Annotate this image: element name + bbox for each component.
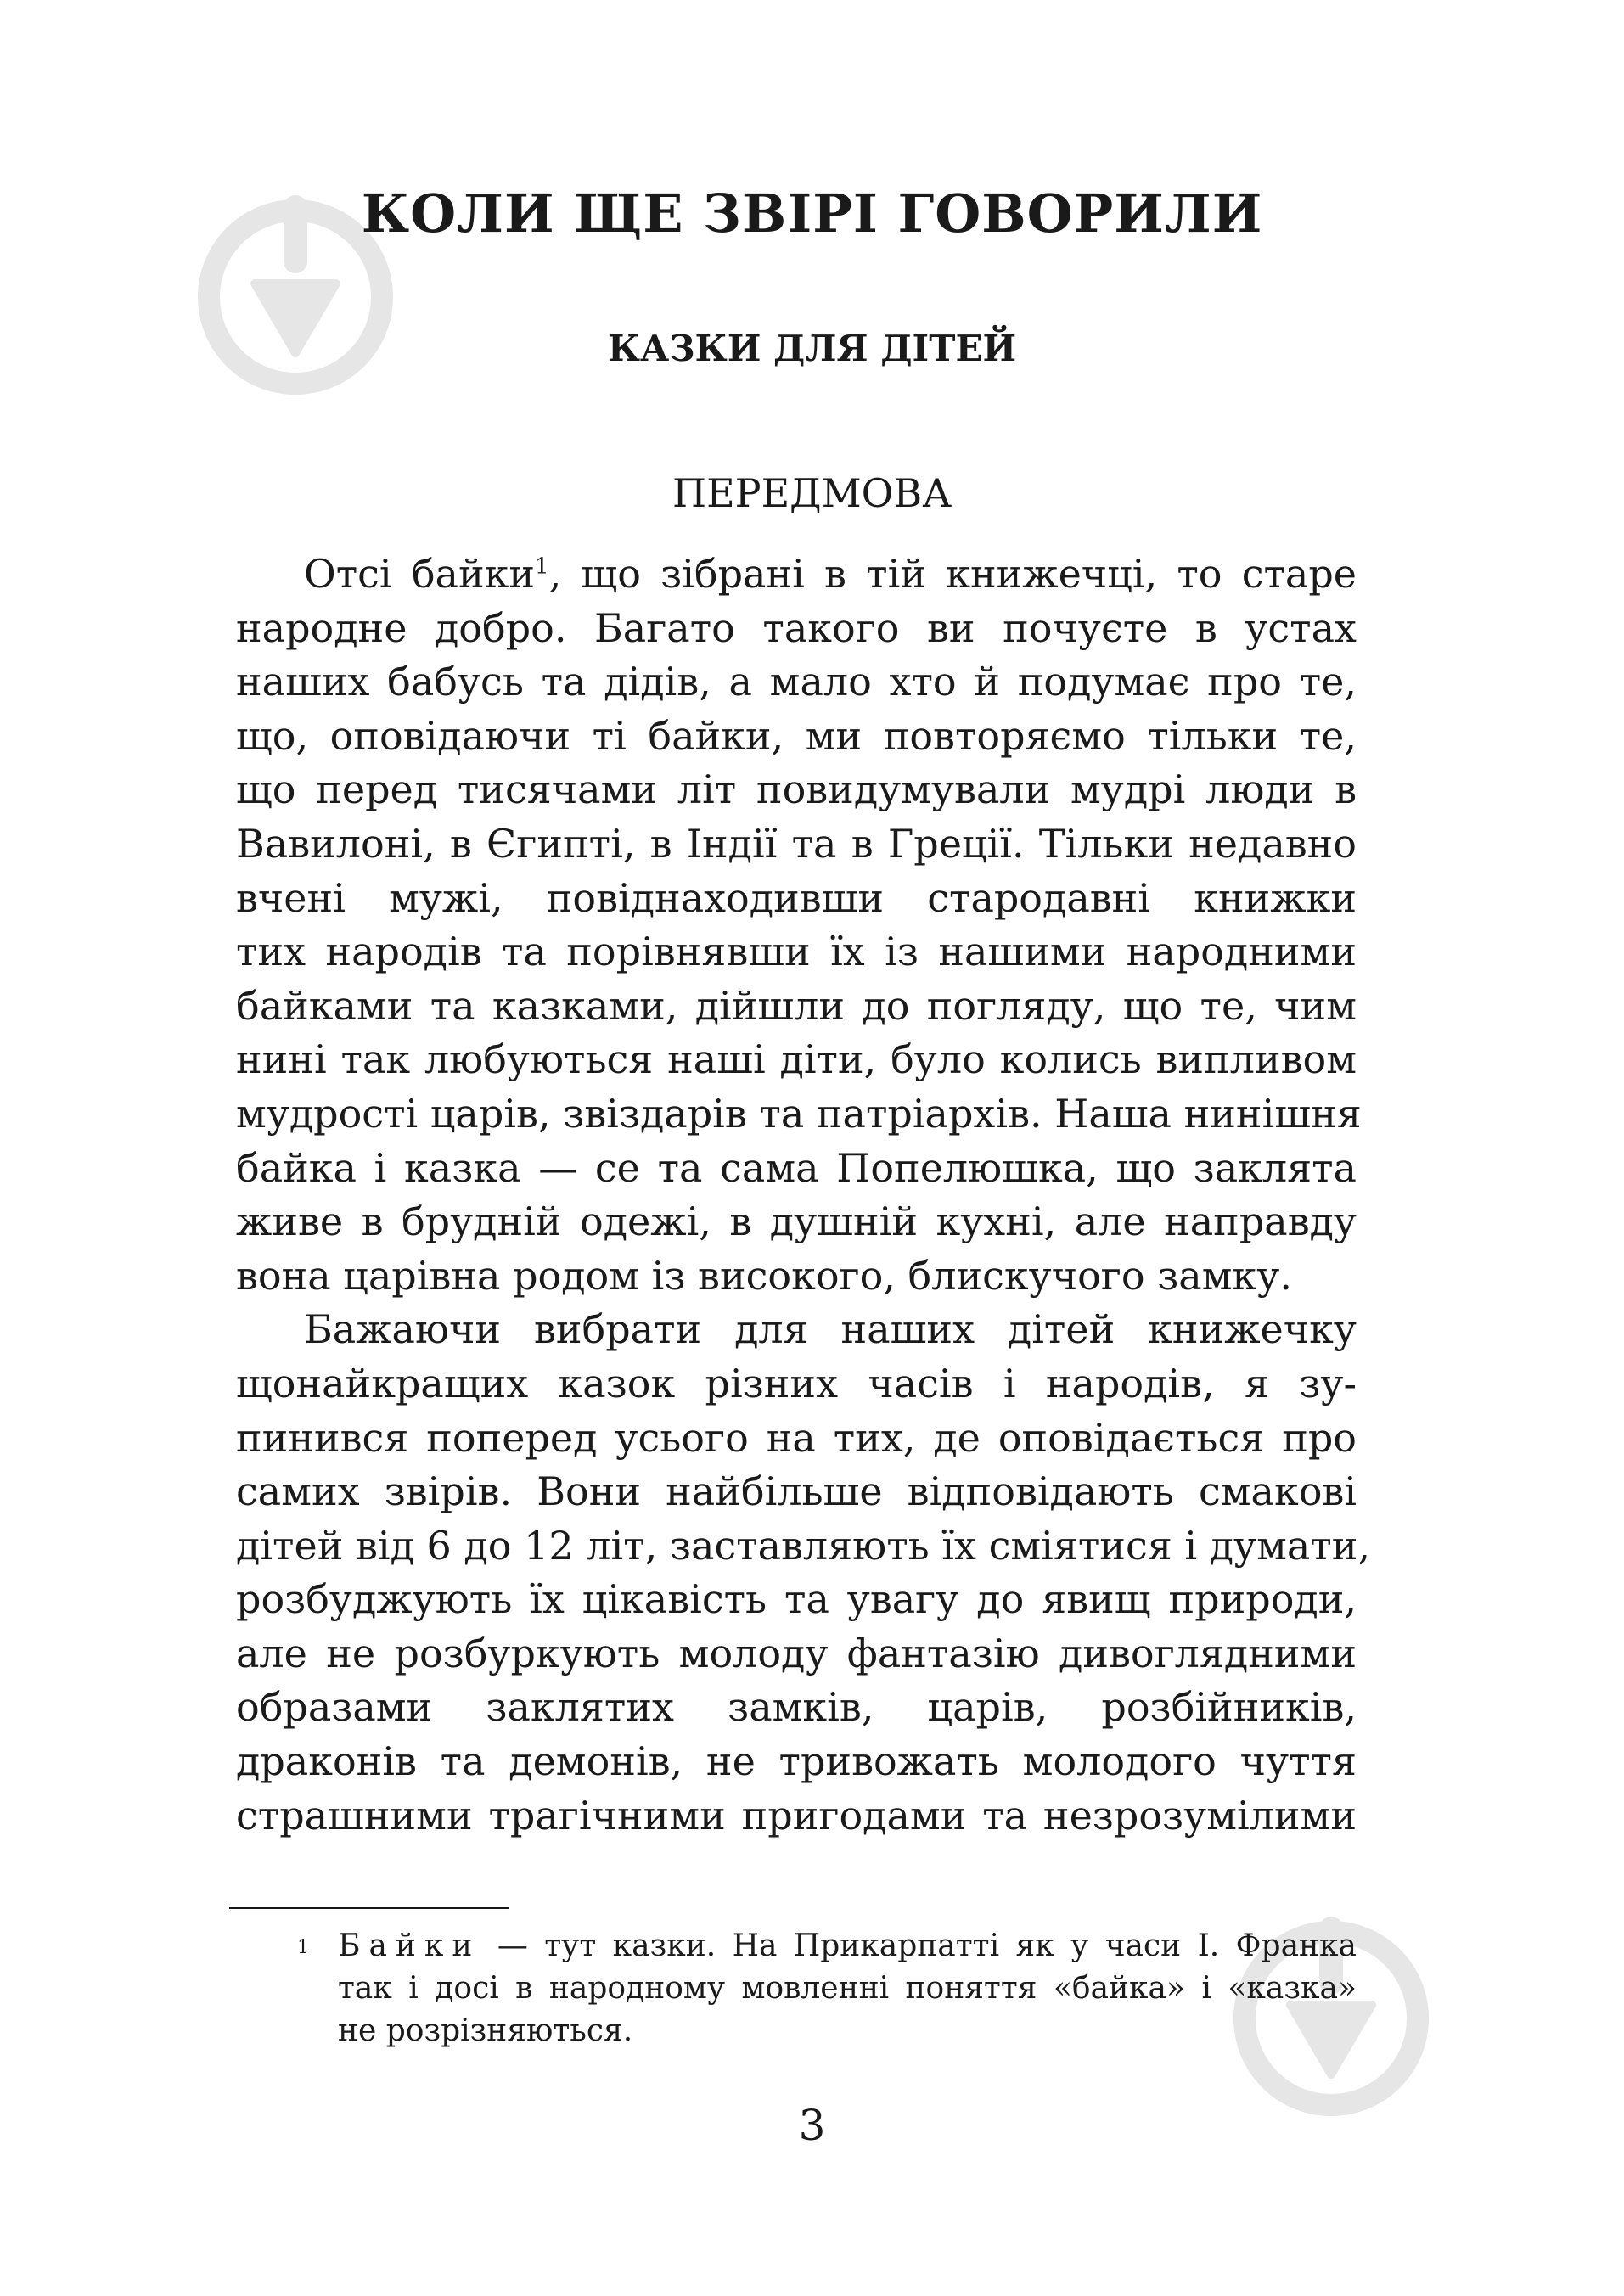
text-line: Бажаючи вибрати для наших дітей книжечку	[304, 1306, 1357, 1353]
text-line: Вавилоні, в Єгипті, в Індії та в Греції. Тільки недавно	[236, 820, 1357, 867]
footnote-marker: 1	[297, 1937, 309, 1958]
text-line: байками та казками, дійшли до погляду, що те, чим	[236, 982, 1357, 1029]
page-subtitle: КАЗКИ ДЛЯ ДІТЕЙ	[607, 328, 1017, 369]
body-text	[236, 547, 1371, 1843]
text-line: розбуджують їх цікавість та увагу до явищ природи,	[236, 1576, 1357, 1623]
text-line: що, оповідаючи ті байки, ми повторяємо тільки те,	[236, 712, 1357, 759]
footnote-term: Байки	[338, 1928, 481, 1963]
page-title: КОЛИ ЩЕ ЗВІРІ ГОВОРИЛИ	[361, 182, 1263, 244]
text-line: страшними трагічними пригодами та незрозумілими	[236, 1792, 1357, 1838]
section-title: ПЕРЕДМОВА	[672, 470, 952, 516]
text-line: народне добро. Багато такого ви почуєте в устах	[236, 604, 1357, 651]
footnote-line: не розрізняються.	[338, 2013, 633, 2048]
text-line: вчені мужі, повіднаходивши стародавні книжки	[236, 874, 1357, 921]
footnote-divider	[229, 1907, 509, 1909]
text-line: образами заклятих замків, царів, розбійників,	[236, 1684, 1357, 1731]
footnote-line: так і досі в народному мовленні поняття «байка» і «казка»	[338, 1971, 1357, 2006]
text-line: тих народів та порівнявши їх із нашими народними	[236, 929, 1357, 975]
page-number: 3	[798, 2101, 826, 2150]
text-line: вона царівна родом із високого, блискучого замку.	[236, 1252, 1292, 1299]
text-line: але не розбуркують молоду фантазію дивоглядними	[236, 1630, 1357, 1676]
text-line: наших бабусь та дідів, а мало хто й подумає про те,	[236, 659, 1357, 705]
text-line: щонайкращих казок різних часів і народів, я зу-	[236, 1360, 1357, 1406]
footnote	[236, 1925, 1357, 2052]
text-line: мудрості царів, звіздарів та патріархів. Наша нинішня	[236, 1090, 1362, 1137]
footnote-line: Байки — тут казки. На Прикарпатті як у часи І. Франка	[338, 1928, 1357, 1963]
text-line: дітей від 6 до 12 літ, заставляють їх сміятися і думати,	[236, 1522, 1371, 1569]
footnote-ref[interactable]: 1	[535, 553, 549, 580]
text-line: драконів та демонів, не тривожать молодого чуття	[236, 1738, 1357, 1785]
text-line: живе в брудній одежі, в душній кухні, але направду	[236, 1199, 1357, 1245]
text-line: пинився поперед усього на тих, де оповідається про	[236, 1414, 1357, 1461]
text-line: Отсі байки$^1$, що зібрані в тій книжечці, то старе	[304, 551, 1357, 597]
text-line: що перед тисячами літ повидумували мудрі люди в	[236, 766, 1357, 813]
text-line: байка і казка — се та сама Попелюшка, що заклята	[236, 1144, 1357, 1191]
text-line: самих звірів. Вони найбільше відповідають смакові	[236, 1468, 1357, 1515]
text-line: нині так любуються наші діти, було колись випливом	[236, 1036, 1357, 1083]
